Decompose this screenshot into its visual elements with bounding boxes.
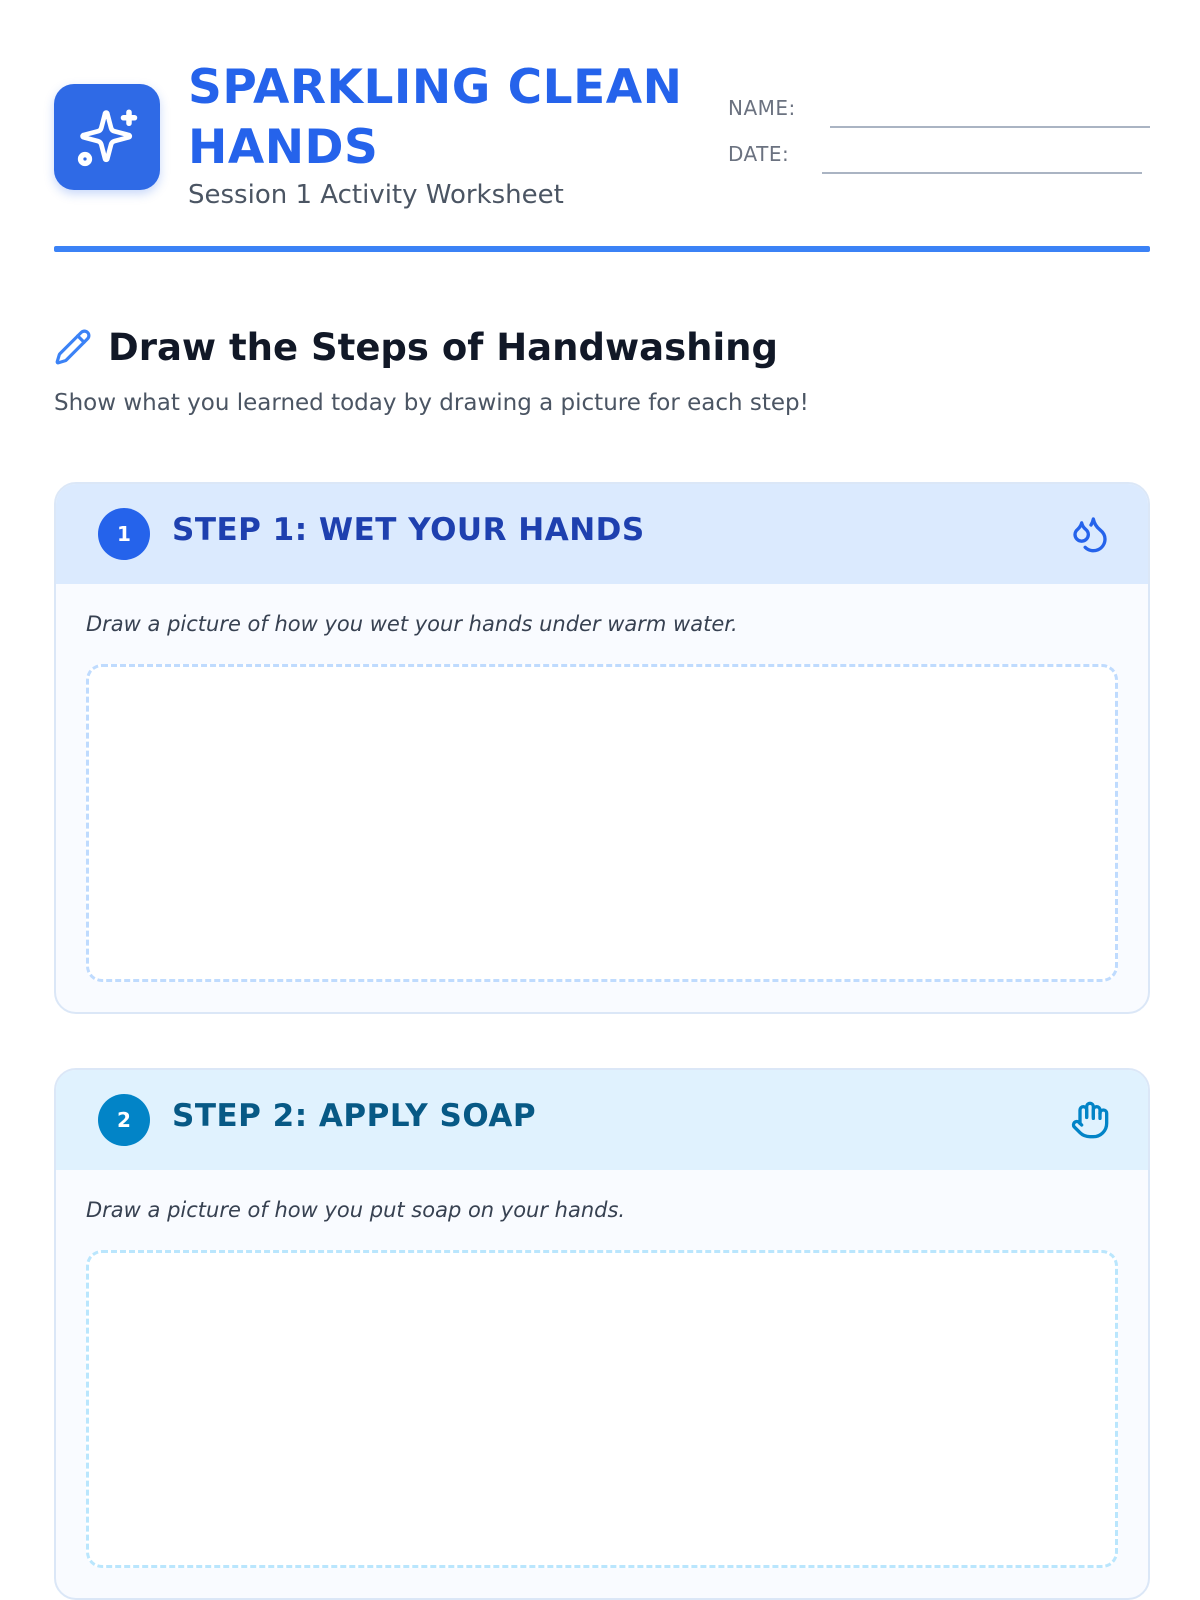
section-instructions: Show what you learned today by drawing a picture for each step! (54, 390, 809, 416)
name-field[interactable] (728, 96, 1150, 132)
step-header (56, 1070, 1148, 1170)
step-card-1 (54, 482, 1150, 1014)
date-field[interactable] (728, 142, 1150, 178)
step-header (56, 484, 1148, 584)
hand-icon (1070, 1100, 1110, 1140)
section-heading (54, 322, 778, 372)
worksheet-page (54, 0, 1150, 1600)
date-write-line[interactable] (822, 172, 1142, 174)
name-label: NAME: (728, 96, 796, 120)
drawing-area[interactable] (86, 1250, 1118, 1568)
pencil-icon (54, 328, 92, 366)
header-divider (54, 246, 1150, 252)
worksheet-header (54, 58, 1150, 254)
worksheet-title: SPARKLING CLEAN HANDS (188, 60, 683, 175)
date-label: DATE: (728, 142, 790, 166)
step-prompt: Draw a picture of how you wet your hands under warm water. (86, 612, 738, 636)
step-number-badge: 2 (98, 1094, 150, 1146)
sparkles-icon (74, 104, 140, 170)
step-number-badge: 1 (98, 508, 150, 560)
worksheet-subtitle: Session 1 Activity Worksheet (188, 180, 564, 210)
step-prompt: Draw a picture of how you put soap on your hands. (86, 1198, 626, 1222)
logo (54, 84, 160, 190)
step-title: STEP 1: WET YOUR HANDS (172, 512, 645, 548)
section-title: Draw the Steps of Handwashing (108, 325, 778, 369)
step-title: STEP 2: APPLY SOAP (172, 1098, 537, 1134)
name-write-line[interactable] (830, 126, 1150, 128)
droplets-icon (1070, 514, 1110, 554)
step-card-2 (54, 1068, 1150, 1600)
drawing-area[interactable] (86, 664, 1118, 982)
